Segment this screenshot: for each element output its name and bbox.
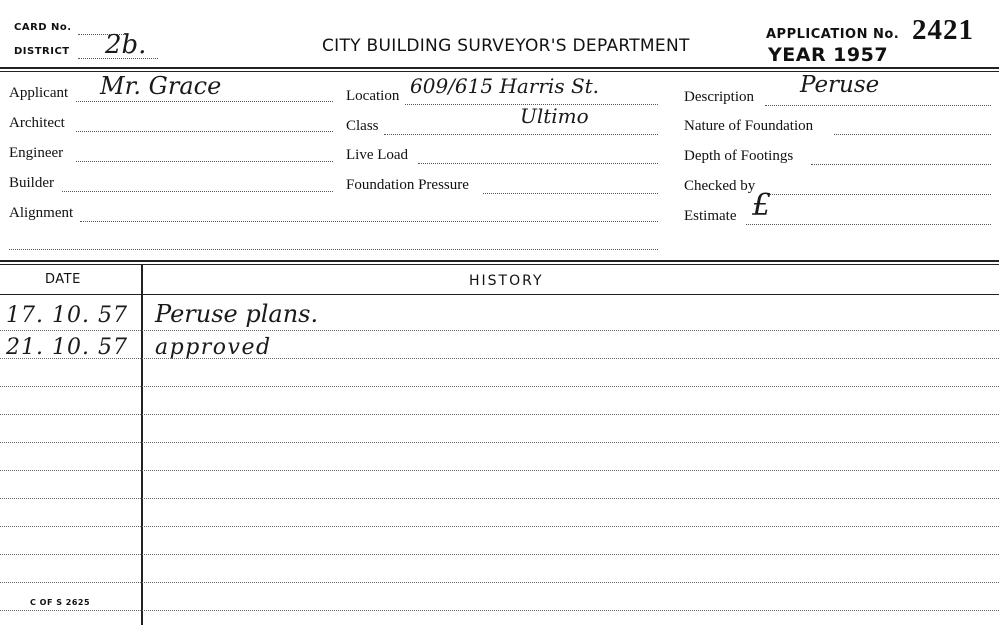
form-code: C OF S 2625 [30, 598, 91, 607]
history-column-header: HISTORY [469, 273, 544, 289]
history-line [0, 554, 999, 555]
history-line [0, 358, 999, 359]
class-line [384, 134, 658, 135]
history-rule-top [0, 260, 999, 262]
department-title: CITY BUILDING SURVEYOR'S DEPARTMENT [322, 36, 690, 56]
applicant-label: Applicant [9, 85, 69, 101]
foundation-pressure-label: Foundation Pressure [346, 177, 469, 193]
date-column-header: DATE [45, 272, 81, 287]
architect-line [76, 131, 333, 132]
estimate-line [746, 224, 991, 225]
date-column-divider [141, 264, 143, 625]
estimate-value: £ [752, 188, 772, 223]
live-load-line [418, 163, 658, 164]
alignment-line [80, 221, 658, 222]
header-rule-top [0, 67, 999, 69]
depth-of-footings-label: Depth of Footings [684, 148, 794, 164]
engineer-label: Engineer [9, 145, 64, 161]
history-line [0, 442, 999, 443]
applicant-value: Mr. Grace [100, 72, 222, 100]
history-line [0, 386, 999, 387]
builder-label: Builder [9, 175, 54, 191]
year-label: YEAR 1957 [768, 44, 889, 66]
history-entry-date: 17. 10. 57 [6, 303, 128, 328]
history-entry-date: 21. 10. 57 [6, 335, 128, 360]
history-line [0, 526, 999, 527]
description-line [765, 105, 991, 106]
foundation-pressure-line [483, 193, 658, 194]
history-header-rule [0, 294, 999, 295]
estimate-label: Estimate [684, 208, 737, 224]
history-line [0, 498, 999, 499]
builder-line [62, 191, 333, 192]
history-line [0, 470, 999, 471]
nature-of-foundation-label: Nature of Foundation [684, 118, 814, 134]
class-label: Class [346, 118, 379, 134]
applicant-line [76, 101, 333, 102]
history-entry-text: Peruse plans. [155, 300, 319, 328]
alignment-line-2 [9, 249, 658, 250]
district-value: 2b. [105, 30, 147, 60]
district-label: DISTRICT [14, 46, 70, 57]
location-value-2: Ultimo [520, 104, 589, 128]
nature-of-foundation-line [834, 134, 991, 135]
checked-by-line [770, 194, 991, 195]
alignment-label: Alignment [9, 205, 74, 221]
history-rule-top-2 [0, 264, 999, 265]
architect-label: Architect [9, 115, 65, 131]
history-line [0, 610, 999, 611]
application-label: APPLICATION No. [766, 27, 900, 42]
description-value: Peruse [800, 72, 880, 98]
live-load-label: Live Load [346, 147, 409, 163]
history-line [0, 330, 999, 331]
location-label: Location [346, 88, 400, 104]
location-value: 609/615 Harris St. [410, 74, 600, 98]
checked-by-label: Checked by [684, 178, 756, 194]
history-line [0, 582, 999, 583]
history-entry-text: approved [155, 335, 272, 360]
depth-of-footings-line [811, 164, 991, 165]
history-line [0, 414, 999, 415]
application-number: 2421 [912, 14, 974, 46]
description-label: Description [684, 89, 754, 105]
card-no-label: CARD No. [14, 22, 72, 33]
engineer-line [76, 161, 333, 162]
